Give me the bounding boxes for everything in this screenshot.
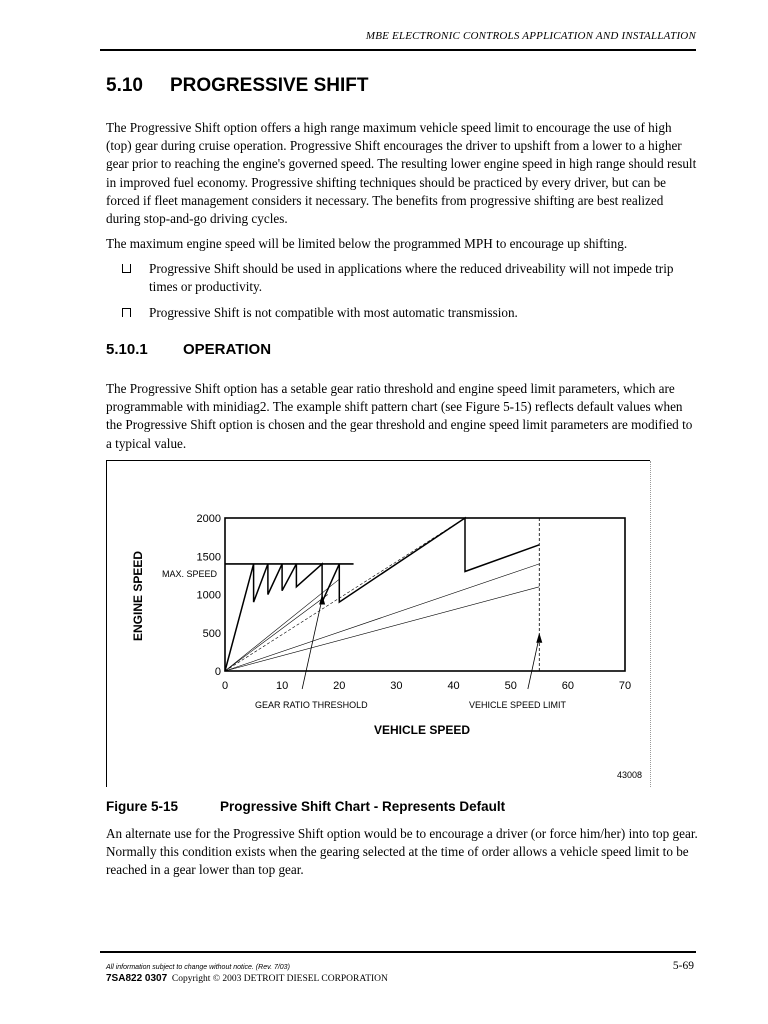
- bullet-text: Progressive Shift is not compatible with most automatic transmission.: [149, 305, 518, 320]
- subsection-number: 5.10.1: [106, 341, 148, 358]
- y-tick-label: 1000: [196, 589, 221, 602]
- x-tick-label: 20: [333, 680, 346, 692]
- plot-frame: [225, 518, 625, 671]
- figure-number: Figure 5-15: [106, 799, 179, 814]
- footer-copyright: Copyright © 2003 DETROIT DIESEL CORPORATION: [171, 974, 388, 984]
- y-tick-label: 500: [202, 627, 221, 640]
- y-tick-label: 2000: [196, 513, 221, 525]
- gear-ratio-line: [225, 564, 539, 671]
- section-number: 5.10: [106, 75, 143, 96]
- figure-caption: [106, 799, 505, 814]
- x-tick-label: 10: [276, 680, 289, 692]
- header-rule: [100, 49, 696, 51]
- gear-ratio-line: [225, 587, 539, 671]
- speed-limit-arrowhead: [536, 633, 542, 643]
- bullet-item: [122, 304, 682, 322]
- x-axis-title: VEHICLE SPEED: [373, 723, 471, 737]
- y-axis-title: ENGINE SPEED: [131, 550, 145, 642]
- subsection-heading: OPERATION: [183, 341, 272, 358]
- max-speed-paragraph: The maximum engine speed will be limited below the programmed MPH to encourage up shifting.: [106, 236, 628, 251]
- checkbox-bullet-icon: [122, 308, 131, 317]
- footer-rule: [100, 951, 696, 953]
- x-tick-label: 40: [447, 680, 460, 692]
- vehicle-speed-limit-label: VEHICLE SPEED LIMIT: [469, 700, 567, 710]
- x-tick-label: 0: [221, 680, 229, 692]
- max-speed-label: MAX. SPEED: [162, 569, 218, 579]
- footer-notice: All information subject to change without notice. (Rev. 7/03): [106, 964, 290, 971]
- progressive-shift-chart: [107, 461, 650, 787]
- page-number: 5-69: [672, 960, 694, 972]
- section-title: [106, 75, 368, 97]
- x-tick-label: 50: [504, 680, 517, 692]
- speed-limit-arrow-line: [528, 637, 539, 689]
- bullet-item: [122, 260, 682, 296]
- subsection-title: [106, 341, 271, 358]
- figure-id: 43008: [616, 770, 642, 780]
- figure-frame-edge: [650, 461, 651, 787]
- gear-ratio-line: [225, 518, 465, 671]
- alternate-paragraph: An alternate use for the Progressive Shift option would be to encourage a driver (or force him/her) into top gear. Normally this condition exists when the gearing selected at the time of order allows a vehicle speed limit to be reached in a gear lower than top gear.: [106, 826, 698, 878]
- footer-doc-line: [106, 973, 388, 984]
- figure-caption-text: Progressive Shift Chart - Represents Default: [220, 799, 506, 814]
- gear-ratio-line: [225, 595, 328, 672]
- intro-paragraph: The Progressive Shift option offers a high range maximum vehicle speed limit to encourage the use of high (top) gear during cruise operation. Progressive Shift encourages the driver to upshift from a lower to a higher gear prior to reaching the engine's governed speed. The resulting lower engine speed in high range should result in improved fuel economy. Progressive shifting techniques should be practiced by every driver, but can be forced if fleet management considers it necessary. The benefits from progressive shifting are best realized during stop-and-go driving cycles.: [106, 120, 697, 227]
- checkbox-bullet-icon: [122, 264, 131, 273]
- bullet-text: Progressive Shift should be used in applications where the reduced driveability will not impede trip times or productivity.: [149, 261, 674, 295]
- y-tick-label: 1500: [196, 551, 221, 564]
- x-tick-label: 70: [618, 680, 632, 692]
- operation-paragraph: The Progressive Shift option has a setable gear ratio threshold and engine speed limit parameters, which are programmable with minidiag2. The example shift pattern chart (see Figure 5-15) reflects default values when the Progressive Shift option is chosen and the gear threshold and engine speed limit parameters are modified to a typical value.: [106, 381, 693, 451]
- section-heading: PROGRESSIVE SHIFT: [170, 75, 369, 96]
- y-tick-label: 0: [214, 666, 221, 678]
- running-header: MBE ELECTRONIC CONTROLS APPLICATION AND INSTALLATION: [365, 30, 696, 42]
- x-tick-label: 30: [390, 680, 403, 692]
- x-tick-label: 60: [561, 680, 574, 692]
- shift-pattern-line: [225, 518, 539, 671]
- figure-frame: [106, 460, 650, 787]
- gear-ratio-threshold-label: GEAR RATIO THRESHOLD: [255, 700, 368, 710]
- footer-doc-number: 7SA822 0307: [106, 973, 168, 984]
